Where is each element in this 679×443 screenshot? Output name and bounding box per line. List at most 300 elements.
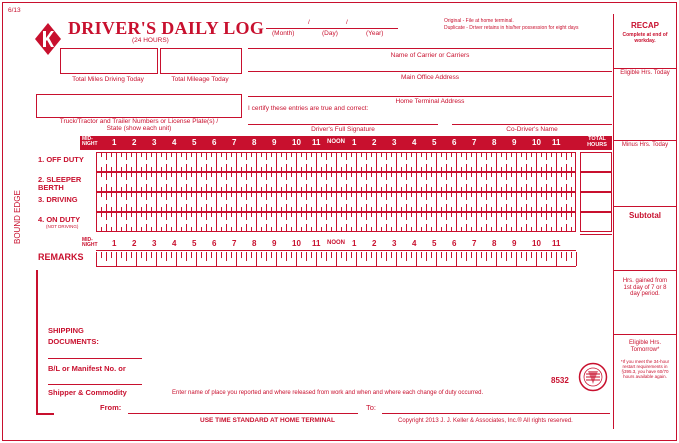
quarter-tick — [526, 192, 527, 200]
quarter-tick — [201, 172, 202, 177]
hour-line — [476, 212, 477, 232]
quarter-tick — [241, 212, 242, 217]
quarter-tick — [221, 172, 222, 177]
bottom-hour-5: 5 — [192, 239, 197, 248]
quarter-tick — [551, 212, 552, 217]
quarter-tick — [406, 212, 407, 220]
quarter-tick — [566, 172, 567, 180]
day-label: (Day) — [322, 30, 338, 37]
from-label: From: — [100, 403, 122, 412]
quarter-tick — [481, 227, 482, 232]
hour-line — [496, 192, 497, 212]
date-line — [266, 28, 398, 29]
remarks-tick — [141, 252, 142, 258]
quarter-tick — [506, 212, 507, 220]
quarter-tick — [151, 192, 152, 197]
quarter-tick — [466, 224, 467, 232]
hour-line — [276, 172, 277, 192]
quarter-tick — [186, 172, 187, 180]
quarter-tick — [281, 152, 282, 157]
bottom-hour-4: 4 — [172, 239, 177, 248]
quarter-tick — [326, 212, 327, 220]
month-label: (Month) — [272, 30, 295, 37]
top-hour-23: 11 — [552, 138, 561, 147]
quarter-tick — [406, 172, 407, 180]
hour-line — [556, 152, 557, 172]
driver-signature-label: Driver's Full Signature — [311, 126, 375, 133]
from-line[interactable] — [128, 413, 358, 414]
hour-line — [316, 152, 317, 172]
quarter-tick — [571, 227, 572, 232]
quarter-tick — [426, 204, 427, 212]
quarter-tick — [526, 204, 527, 212]
remarks-tick — [356, 252, 357, 266]
remarks-tick — [536, 252, 537, 266]
remarks-tick — [476, 252, 477, 266]
hour-line — [256, 172, 257, 192]
quarter-tick — [371, 227, 372, 232]
quarter-tick — [286, 172, 287, 180]
quarter-tick — [521, 192, 522, 197]
hour-line — [396, 152, 397, 172]
remarks-tick — [456, 252, 457, 266]
quarter-tick — [391, 152, 392, 157]
remarks-tick — [176, 252, 177, 266]
quarter-tick — [326, 172, 327, 180]
quarter-tick — [111, 172, 112, 177]
quarter-tick — [121, 212, 122, 217]
quarter-tick — [511, 212, 512, 217]
quarter-tick — [261, 172, 262, 177]
quarter-tick — [171, 152, 172, 157]
quarter-tick — [546, 224, 547, 232]
quarter-tick — [561, 227, 562, 232]
bound-edge-label: BOUND EDGE — [13, 190, 22, 244]
top-hour-13: 1 — [352, 138, 357, 147]
bottom-hour-18: 6 — [452, 239, 457, 248]
quarter-tick — [146, 224, 147, 232]
quarter-tick — [366, 184, 367, 192]
remarks-tick — [276, 252, 277, 266]
quarter-tick — [506, 152, 507, 160]
quarter-tick — [446, 224, 447, 232]
total-mileage-box[interactable] — [160, 48, 242, 74]
quarter-tick — [311, 212, 312, 217]
quarter-tick — [466, 192, 467, 200]
quarter-tick — [351, 152, 352, 157]
hour-line — [516, 172, 517, 192]
quarter-tick — [506, 224, 507, 232]
instructions-text: Enter name of place you reported and where released from work and when and where each change of duty occurred. — [172, 390, 484, 396]
quarter-tick — [506, 204, 507, 212]
quarter-tick — [526, 172, 527, 180]
quarter-tick — [406, 192, 407, 200]
quarter-tick — [546, 204, 547, 212]
remarks-tick — [96, 252, 97, 266]
quarter-tick — [401, 172, 402, 177]
hour-line — [176, 152, 177, 172]
quarter-tick — [281, 227, 282, 232]
quarter-tick — [231, 192, 232, 197]
quarter-tick — [166, 192, 167, 200]
quarter-tick — [546, 172, 547, 180]
hour-line — [216, 152, 217, 172]
quarter-tick — [191, 227, 192, 232]
quarter-tick — [561, 212, 562, 217]
quarter-tick — [346, 204, 347, 212]
hour-line — [236, 212, 237, 232]
remarks-tick — [156, 252, 157, 266]
quarter-tick — [541, 212, 542, 217]
hour-line — [376, 172, 377, 192]
total-hours-cell-3[interactable] — [580, 192, 612, 212]
quarter-tick — [271, 192, 272, 197]
remarks-tick — [576, 252, 577, 266]
hour-line — [296, 172, 297, 192]
quarter-tick — [446, 184, 447, 192]
hour-line — [156, 172, 157, 192]
quarter-tick — [171, 192, 172, 197]
quarter-tick — [331, 172, 332, 177]
quarter-tick — [261, 152, 262, 157]
quarter-tick — [131, 152, 132, 157]
quarter-tick — [471, 212, 472, 217]
remarks-tick — [111, 252, 112, 258]
quarter-tick — [406, 224, 407, 232]
quarter-tick — [386, 172, 387, 180]
quarter-tick — [486, 164, 487, 172]
home-terminal-label: Home Terminal Address — [395, 98, 465, 105]
remarks-tick — [526, 252, 527, 261]
quarter-tick — [221, 227, 222, 232]
keller-seal-icon — [578, 362, 608, 392]
quarter-tick — [346, 164, 347, 172]
bottom-hour-20: 8 — [492, 239, 497, 248]
remarks-tick — [431, 252, 432, 258]
quarter-tick — [421, 212, 422, 217]
quarter-tick — [491, 192, 492, 197]
quarter-tick — [346, 172, 347, 180]
quarter-tick — [506, 184, 507, 192]
hour-line — [276, 212, 277, 232]
remarks-tick — [151, 252, 152, 258]
quarter-tick — [206, 184, 207, 192]
quarter-tick — [551, 172, 552, 177]
quarter-tick — [466, 172, 467, 180]
hour-line — [436, 172, 437, 192]
hour-line — [496, 152, 497, 172]
quarter-tick — [386, 192, 387, 200]
top-hour-5: 5 — [192, 138, 197, 147]
quarter-tick — [341, 227, 342, 232]
quarter-tick — [291, 192, 292, 197]
quarter-tick — [226, 164, 227, 172]
top-hour-16: 4 — [412, 138, 417, 147]
codriver-label: Co-Driver's Name — [506, 126, 558, 133]
quarter-tick — [326, 204, 327, 212]
quarter-tick — [481, 212, 482, 217]
quarter-tick — [286, 164, 287, 172]
quarter-tick — [126, 164, 127, 172]
quarter-tick — [561, 152, 562, 157]
quarter-tick — [566, 204, 567, 212]
hour-line — [316, 172, 317, 192]
quarter-tick — [326, 164, 327, 172]
total-hours-cell-4[interactable] — [580, 212, 612, 232]
top-hour-18: 6 — [452, 138, 457, 147]
quarter-tick — [486, 184, 487, 192]
top-hour-1: 1 — [112, 138, 117, 147]
remarks-tick — [376, 252, 377, 266]
quarter-tick — [266, 164, 267, 172]
remarks-tick — [521, 252, 522, 258]
quarter-tick — [481, 172, 482, 177]
quarter-tick — [311, 192, 312, 197]
quarter-tick — [521, 172, 522, 177]
quarter-tick — [386, 204, 387, 212]
remarks-tick — [231, 252, 232, 258]
bottom-hour-6: 6 — [212, 239, 217, 248]
hour-line — [356, 192, 357, 212]
midnight-label-bottom: MID-NIGHT — [82, 237, 98, 248]
hour-line — [156, 152, 157, 172]
quarter-tick — [371, 172, 372, 177]
midnight-label-top: MID-NIGHT — [82, 136, 98, 147]
remarks-tick — [251, 252, 252, 258]
quarter-tick — [406, 164, 407, 172]
quarter-tick — [291, 152, 292, 157]
quarter-tick — [161, 192, 162, 197]
quarter-tick — [491, 152, 492, 157]
hour-line — [196, 212, 197, 232]
quarter-tick — [546, 152, 547, 160]
total-miles-driving-box[interactable] — [60, 48, 158, 74]
remarks-tick — [346, 252, 347, 261]
quarter-tick — [186, 164, 187, 172]
quarter-tick — [441, 227, 442, 232]
remarks-tick — [326, 252, 327, 261]
quarter-tick — [386, 152, 387, 160]
hour-line — [456, 152, 457, 172]
hour-line — [256, 152, 257, 172]
quarter-tick — [446, 164, 447, 172]
hour-line — [536, 152, 537, 172]
quarter-tick — [566, 192, 567, 200]
quarter-tick — [501, 152, 502, 157]
quarter-tick — [266, 172, 267, 180]
quarter-tick — [226, 192, 227, 200]
hour-line — [236, 192, 237, 212]
quarter-tick — [331, 192, 332, 197]
quarter-tick — [286, 224, 287, 232]
hour-line — [196, 152, 197, 172]
quarter-tick — [446, 192, 447, 200]
quarter-tick — [381, 172, 382, 177]
quarter-tick — [361, 152, 362, 157]
quarter-tick — [191, 172, 192, 177]
quarter-tick — [471, 192, 472, 197]
quarter-tick — [131, 212, 132, 217]
recap-subtotal: Subtotal — [629, 211, 661, 220]
quarter-tick — [421, 172, 422, 177]
quarter-tick — [306, 192, 307, 200]
bl-manifest-label: B/L or Manifest No. or — [48, 364, 126, 373]
top-hour-8: 8 — [252, 138, 257, 147]
form-number: 8532 — [551, 376, 569, 385]
remarks-tick — [351, 252, 352, 258]
quarter-tick — [131, 192, 132, 197]
quarter-tick — [251, 152, 252, 157]
quarter-tick — [266, 224, 267, 232]
quarter-tick — [361, 212, 362, 217]
quarter-tick — [381, 212, 382, 217]
quarter-tick — [121, 227, 122, 232]
quarter-tick — [306, 212, 307, 220]
quarter-tick — [461, 212, 462, 217]
top-hour-7: 7 — [232, 138, 237, 147]
shipper-commodity-label: Shipper & Commodity — [48, 388, 127, 397]
copyright-text: Copyright 2013 J. J. Keller & Associates, Inc.® All rights reserved. — [398, 418, 573, 424]
total-hours-cell-1[interactable] — [580, 152, 612, 172]
quarter-tick — [171, 227, 172, 232]
quarter-tick — [461, 172, 462, 177]
year-label: (Year) — [366, 30, 384, 37]
duty-row-sublabel-4: (NOT DRIVING) — [46, 224, 79, 229]
remarks-tick — [406, 252, 407, 261]
quarter-tick — [141, 227, 142, 232]
bottom-noon: NOON — [327, 240, 345, 246]
quarter-tick — [271, 227, 272, 232]
quarter-tick — [341, 152, 342, 157]
duty-row-label-4: 4. ON DUTY — [38, 215, 81, 224]
quarter-tick — [541, 152, 542, 157]
quarter-tick — [141, 152, 142, 157]
quarter-tick — [521, 227, 522, 232]
hour-line — [376, 192, 377, 212]
quarter-tick — [566, 184, 567, 192]
quarter-tick — [266, 184, 267, 192]
quarter-tick — [171, 212, 172, 217]
quarter-tick — [421, 152, 422, 157]
quarter-tick — [351, 192, 352, 197]
quarter-tick — [186, 152, 187, 160]
quarter-tick — [526, 164, 527, 172]
quarter-tick — [286, 192, 287, 200]
hour-line — [276, 192, 277, 212]
total-miles-driving-label: Total Miles Driving Today — [72, 76, 144, 83]
quarter-tick — [486, 224, 487, 232]
hour-line — [336, 192, 337, 212]
hour-line — [356, 152, 357, 172]
top-hour-14: 2 — [372, 138, 377, 147]
quarter-tick — [141, 212, 142, 217]
hour-line — [156, 192, 157, 212]
quarter-tick — [546, 212, 547, 220]
quarter-tick — [101, 152, 102, 157]
hour-line — [536, 192, 537, 212]
hour-line — [476, 192, 477, 212]
quarter-tick — [246, 212, 247, 220]
quarter-tick — [186, 224, 187, 232]
quarter-tick — [161, 227, 162, 232]
quarter-tick — [221, 192, 222, 197]
hour-line — [356, 212, 357, 232]
quarter-tick — [226, 184, 227, 192]
quarter-tick — [571, 152, 572, 157]
quarter-tick — [186, 192, 187, 200]
quarter-tick — [206, 152, 207, 160]
remarks-tick — [271, 252, 272, 258]
quarter-tick — [546, 164, 547, 172]
quarter-tick — [426, 152, 427, 160]
quarter-tick — [406, 152, 407, 160]
remarks-tick — [321, 252, 322, 258]
quarter-tick — [101, 172, 102, 177]
quarter-tick — [546, 184, 547, 192]
quarter-tick — [211, 152, 212, 157]
quarter-tick — [501, 172, 502, 177]
hour-line — [256, 192, 257, 212]
remarks-tick — [196, 252, 197, 266]
quarter-tick — [121, 172, 122, 177]
hour-line — [296, 192, 297, 212]
quarter-tick — [561, 172, 562, 177]
hour-line — [396, 192, 397, 212]
quarter-tick — [371, 152, 372, 157]
quarter-tick — [121, 152, 122, 157]
hour-line — [216, 212, 217, 232]
quarter-tick — [151, 227, 152, 232]
remarks-tick — [411, 252, 412, 258]
quarter-tick — [411, 212, 412, 217]
bottom-hour-21: 9 — [512, 239, 517, 248]
remarks-tick — [561, 252, 562, 258]
quarter-tick — [466, 184, 467, 192]
quarter-tick — [191, 152, 192, 157]
quarter-tick — [291, 212, 292, 217]
bottom-hour-9: 9 — [272, 239, 277, 248]
hour-line — [116, 152, 117, 172]
quarter-tick — [486, 192, 487, 200]
quarter-tick — [526, 184, 527, 192]
quarter-tick — [306, 152, 307, 160]
quarter-tick — [101, 192, 102, 197]
quarter-tick — [446, 152, 447, 160]
quarter-tick — [326, 152, 327, 160]
hour-line — [436, 152, 437, 172]
total-hours-cell-2[interactable] — [580, 172, 612, 192]
total-hours-label: TOTAL HOURS — [587, 136, 607, 148]
quarter-tick — [231, 152, 232, 157]
hour-line — [316, 192, 317, 212]
top-hour-22: 10 — [532, 138, 541, 147]
hour-line — [416, 172, 417, 192]
top-hour-15: 3 — [392, 138, 397, 147]
quarter-tick — [541, 192, 542, 197]
quarter-tick — [241, 227, 242, 232]
truck-numbers-box[interactable] — [36, 94, 242, 118]
to-line[interactable] — [382, 413, 610, 414]
quarter-tick — [181, 152, 182, 157]
remarks-tick — [531, 252, 532, 258]
remarks-tick — [241, 252, 242, 258]
remarks-tick — [246, 252, 247, 261]
bottom-hour-11: 11 — [312, 239, 321, 248]
remarks-tick — [256, 252, 257, 266]
bottom-hour-3: 3 — [152, 239, 157, 248]
quarter-tick — [371, 212, 372, 217]
quarter-tick — [246, 172, 247, 180]
